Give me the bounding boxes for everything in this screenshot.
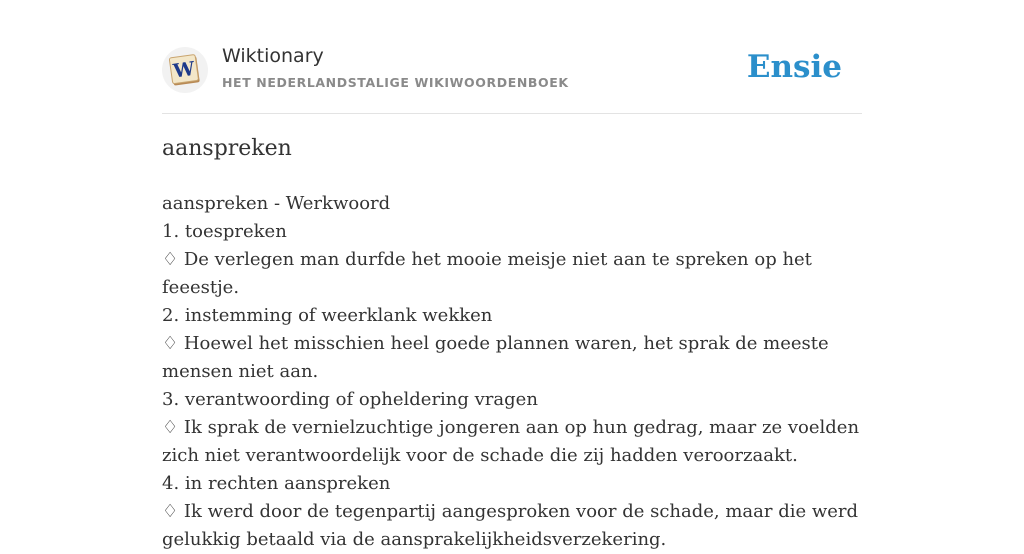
definition-sense: 1. toespreken [162, 221, 287, 242]
definition-content [162, 190, 862, 554]
site-title[interactable]: Wiktionary [222, 45, 324, 67]
svg-text:W: W [171, 57, 197, 83]
example-sentence: ♢ Ik werd door de tegenpartij aangesproken voor de schade, maar die werd gelukkig betaald via de aansprakelijkheidsverzekering. [162, 501, 859, 550]
definition-heading: aanspreken - Werkwoord [162, 193, 391, 214]
definition-sense: 3. verantwoording of opheldering vragen [162, 389, 538, 410]
example-sentence: ♢ Hoewel het misschien heel goede plannen waren, het sprak de meeste mensen niet aan. [162, 333, 829, 382]
ensie-brand-logo[interactable]: Ensie [746, 49, 842, 85]
definition-sense: 4. in rechten aanspreken [162, 473, 391, 494]
definition-sense: 2. instemming of weerklank wekken [162, 305, 493, 326]
header-divider [162, 113, 862, 114]
page-title: aanspreken [162, 136, 292, 161]
wiktionary-logo-icon[interactable] [162, 47, 208, 93]
example-sentence: ♢ De verlegen man durfde het mooie meisje niet aan te spreken op het feeestje. [162, 249, 812, 298]
site-subtitle: HET NEDERLANDSTALIGE WIKIWOORDENBOEK [222, 75, 569, 90]
example-sentence: ♢ Ik sprak de vernielzuchtige jongeren aan op hun gedrag, maar ze voelden zich niet verantwoordelijk voor de schade die zij hadden veroorzaakt. [162, 417, 860, 466]
site-header [162, 44, 862, 114]
